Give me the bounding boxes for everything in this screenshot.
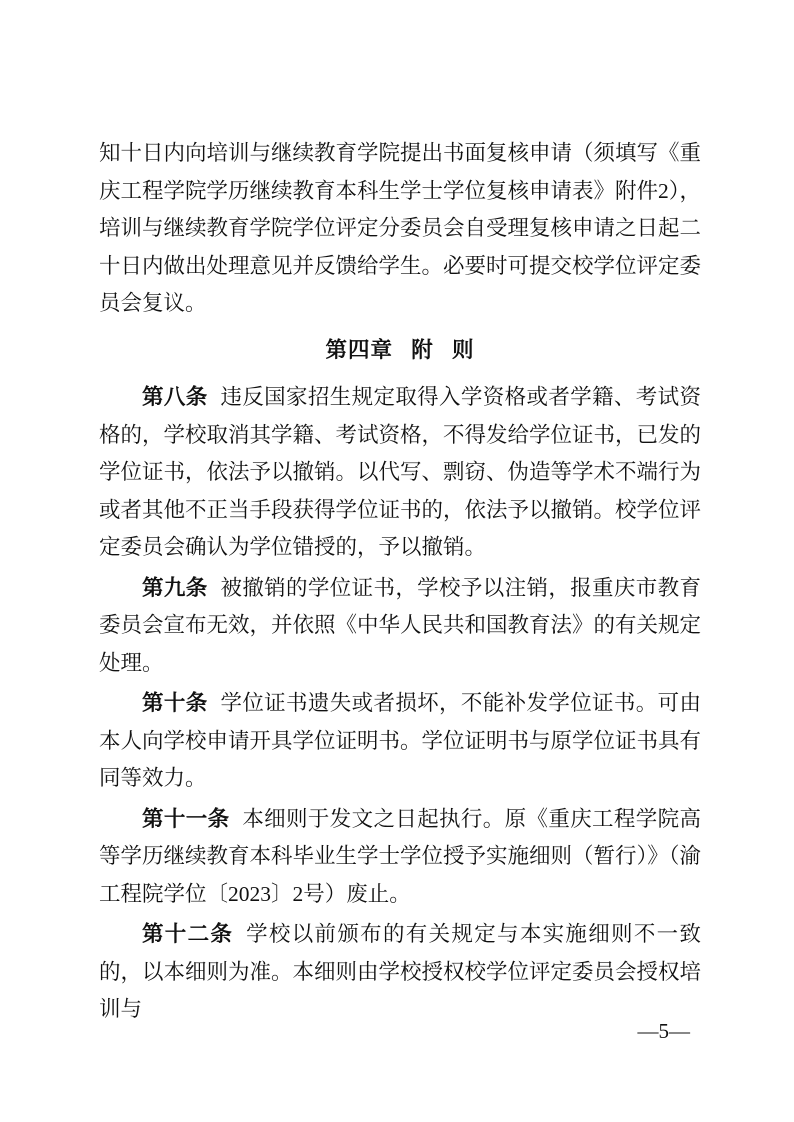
article-number: 第九条 (142, 575, 208, 600)
article-text: 学位证书遗失或者损坏，不能补发学位证书。可由本人向学校申请开具学位证明书。学位证明书与原学位证书具有同等效力。 (99, 691, 702, 790)
article-number: 第十二条 (142, 922, 234, 946)
article-paragraph-11 (99, 801, 701, 914)
article-text: 被撤销的学位证书，学校予以注销，报重庆市教育委员会宣布无效，并依照《中华人民共和国教育法》的有关规定处理。 (99, 575, 702, 675)
article-number: 第八条 (142, 385, 208, 409)
article-text: 违反国家招生规定取得入学资格或者学籍、考试资格的，学校取消其学籍、考试资格，不得发给学位证书，已发的学位证书，依法予以撤销。以代写、剽窃、伪造等学术不端行为或者其他不正当手段获得学位证书的，依法予以撤销。校学位评定委员会确认为学位错授的，予以撤销。 (99, 385, 702, 559)
article-text: 学校以前颁布的有关规定与本实施细则不一致的，以本细则为准。本细则由学校授权校学位评定委员会授权培训与 (99, 922, 702, 1021)
article-paragraph-9 (99, 570, 701, 683)
chapter-heading: 第四章 附 则 (325, 337, 475, 362)
article-number: 第十一条 (142, 806, 230, 831)
article-paragraph-8 (99, 379, 701, 567)
article-paragraph-10 (99, 685, 701, 798)
page-number: —5— (637, 1019, 690, 1043)
document-content (99, 135, 701, 1029)
article-number: 第十条 (142, 691, 208, 715)
article-paragraph-12 (99, 916, 701, 1029)
paragraph-continuation: 知十日内向培训与继续教育学院提出书面复核申请（须填写《重庆工程学院学历继续教育本科生学士学位复核申请表》附件2），培训与继续教育学院学位评定分委员会自受理复核申请之日起二十日内做出处理意见并反馈给学生。必要时可提交校学位评定委员会复议。 (99, 141, 702, 315)
article-text: 本细则于发文之日起执行。原《重庆工程学院高等学历继续教育本科毕业生学士学位授予实施细则（暂行）》（渝工程院学位〔2023〕2号）废止。 (99, 806, 702, 906)
